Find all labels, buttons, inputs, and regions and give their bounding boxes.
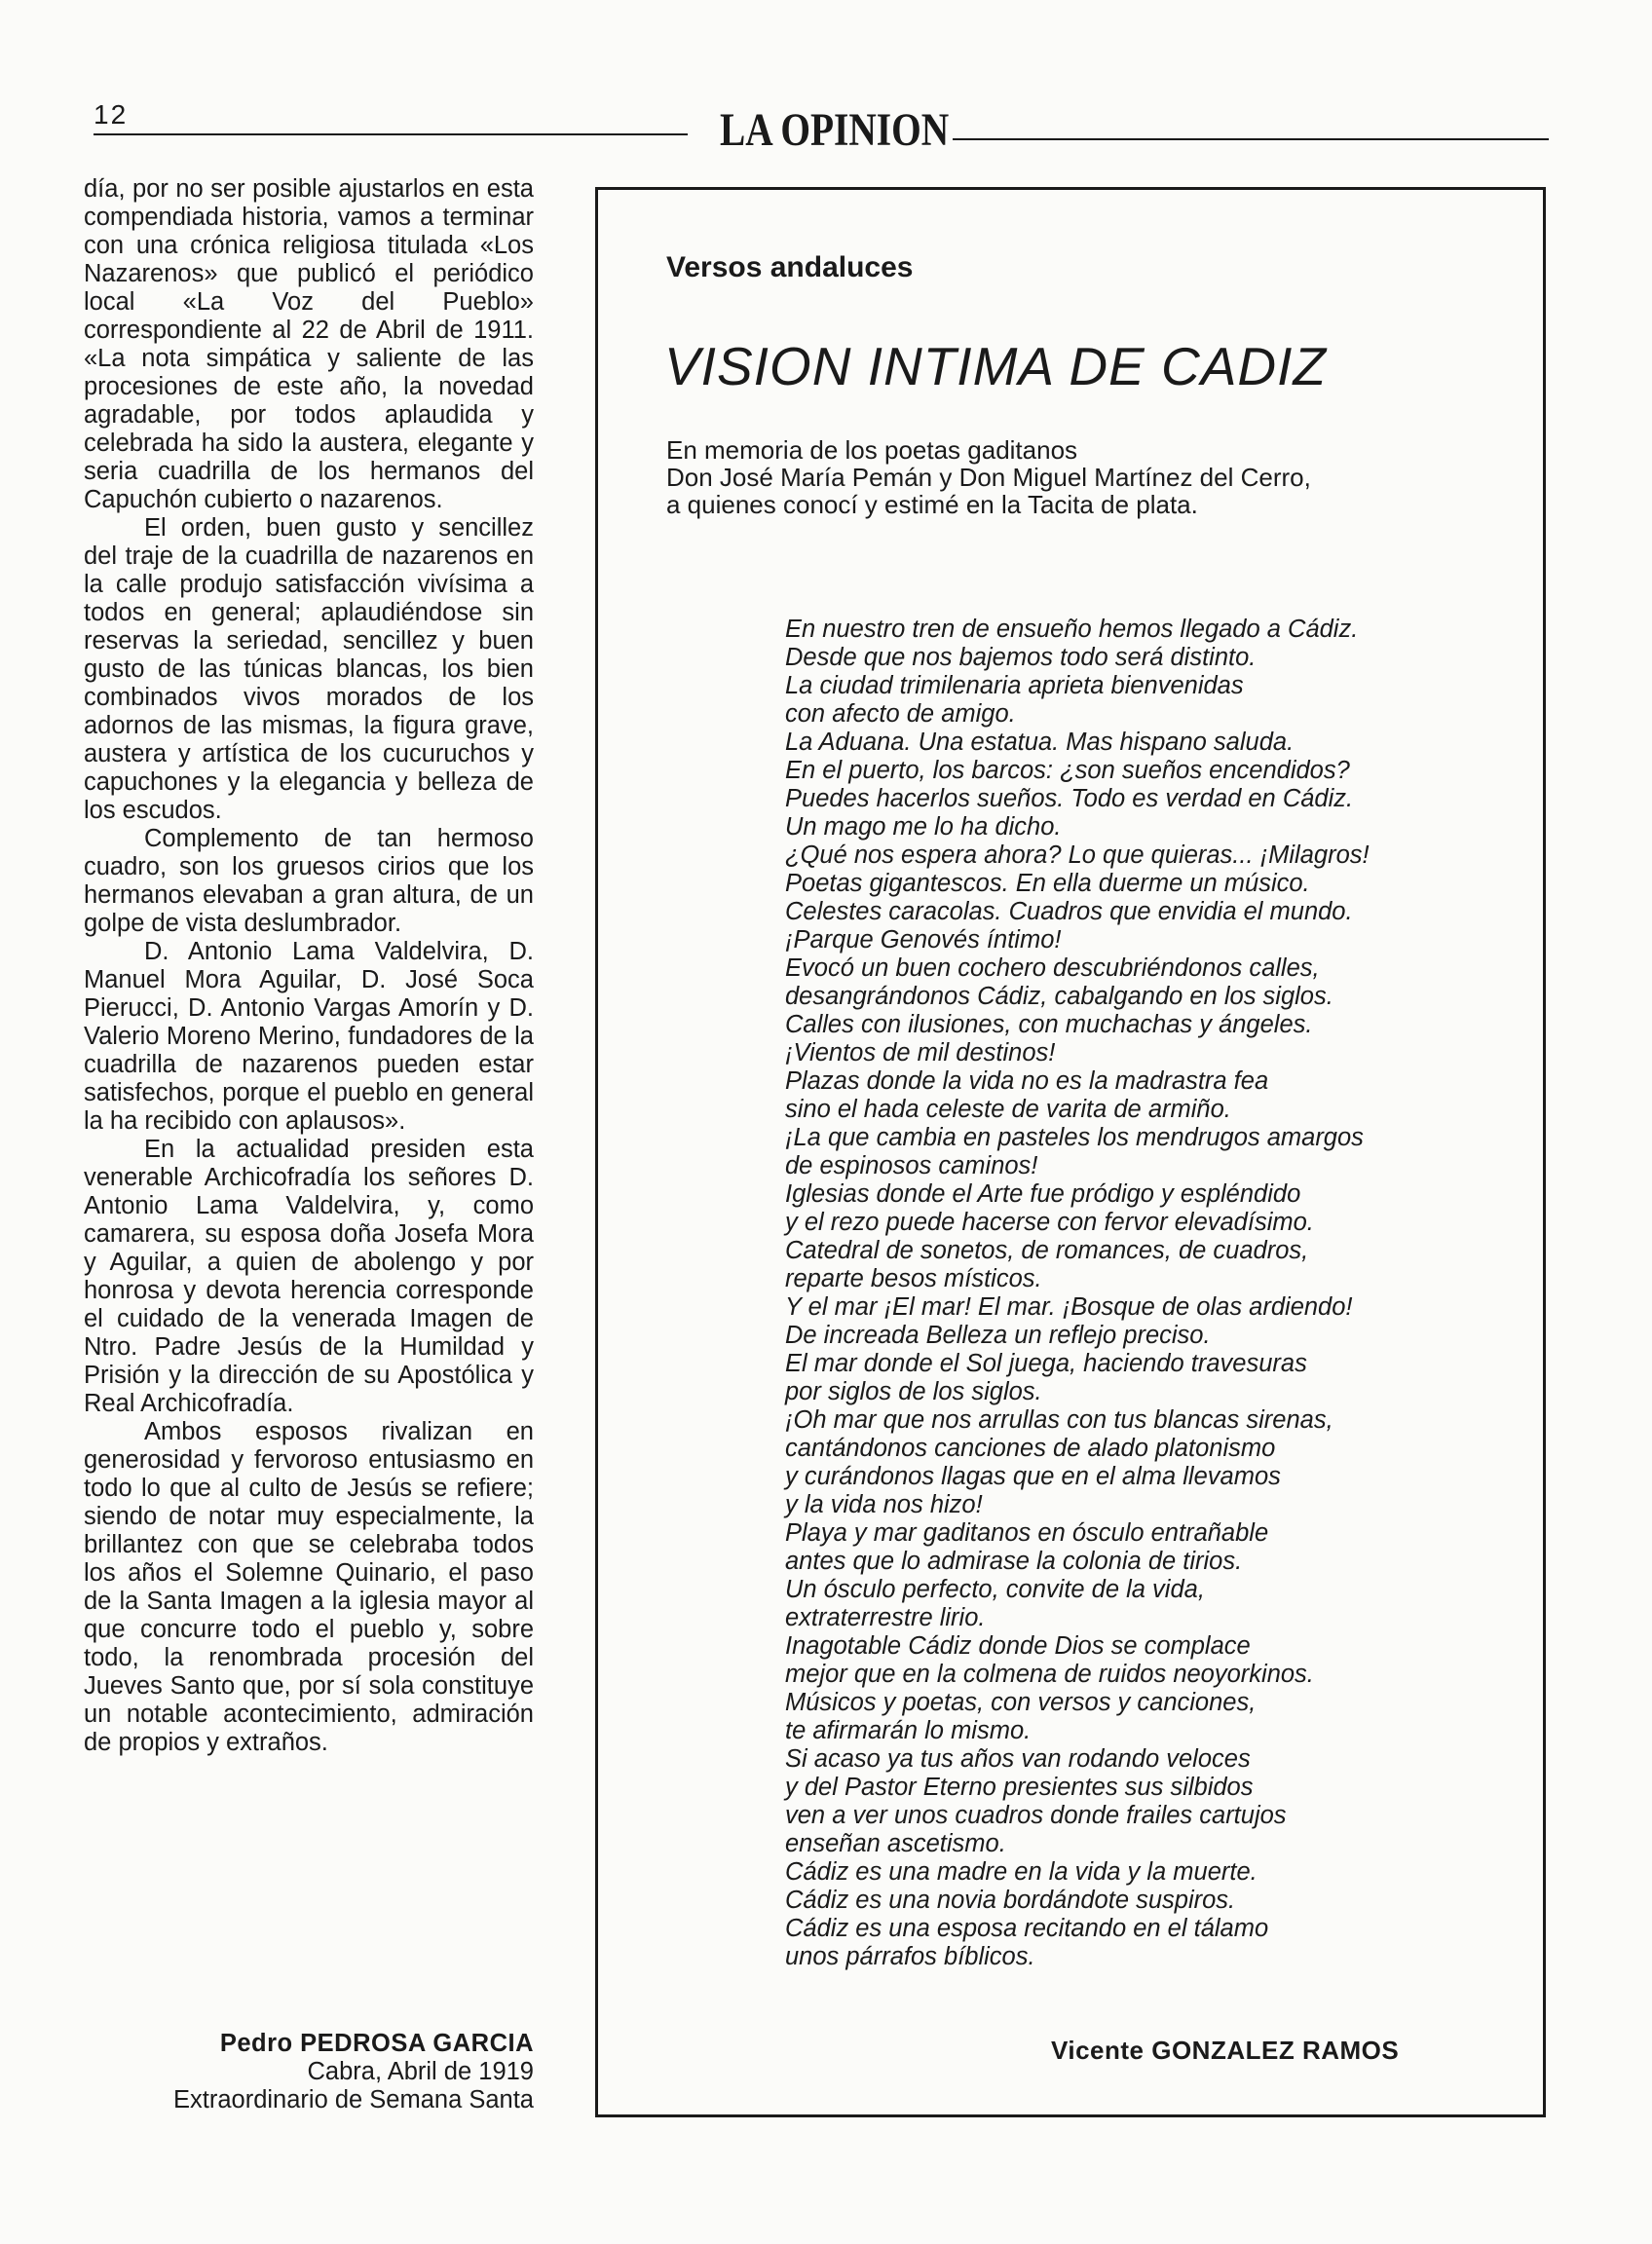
poem-line: y el rezo puede hacerse con fervor elevadísimo. bbox=[785, 1209, 1314, 1236]
article-paragraph: El orden, buen gusto y sencillez del traje de la cuadrilla de nazarenos en la calle produjo satisfacción vivísima a todos en general; aplaudiéndose sin reservas la seriedad, sencillez y buen gusto de las túnicas blancas, los bien combinados vivos morados de los adornos de las mismas, la figura grave, austera y artística de los cucuruchos y capuchones y la elegancia y belleza de los escudos. bbox=[84, 514, 534, 824]
poem-line: Iglesias donde el Arte fue pródigo y espléndido bbox=[785, 1180, 1301, 1208]
poem-line: Cádiz es una esposa recitando en el tálamo bbox=[785, 1915, 1269, 1942]
poem-author: Vicente GONZALEZ RAMOS bbox=[1051, 2036, 1400, 2065]
poem-line: ¿Qué nos espera ahora? Lo que quieras... ¡Milagros! bbox=[785, 842, 1370, 869]
poem-line: En nuestro tren de ensueño hemos llegado a Cádiz. bbox=[785, 616, 1359, 643]
poem-line: cantándonos canciones de alado platonismo bbox=[785, 1435, 1276, 1462]
poem-line: mejor que en la colmena de ruidos neoyorkinos. bbox=[785, 1661, 1314, 1688]
article-signature bbox=[84, 2030, 534, 2114]
poem-line: con afecto de amigo. bbox=[785, 700, 1016, 728]
left-column-article bbox=[84, 175, 534, 1757]
poem-line: Y el mar ¡El mar! El mar. ¡Bosque de olas ardiendo! bbox=[785, 1293, 1353, 1321]
poem-line: sino el hada celeste de varita de armiño. bbox=[785, 1096, 1231, 1123]
poem-line: El mar donde el Sol juega, haciendo travesuras bbox=[785, 1350, 1307, 1377]
article-paragraph: D. Antonio Lama Valdelvira, D. Manuel Mora Aguilar, D. José Soca Pierucci, D. Antonio Vargas Amorín y D. Valerio Moreno Merino, fundadores de la cuadrilla de nazarenos pueden estar satisfechos, porque el pueblo en general la ha recibido con aplausos». bbox=[84, 938, 534, 1135]
poem-line: ¡La que cambia en pasteles los mendrugos amargos bbox=[785, 1124, 1364, 1151]
poem-line: Playa y mar gaditanos en ósculo entrañable bbox=[785, 1519, 1269, 1547]
article-paragraph: Complemento de tan hermoso cuadro, son los gruesos cirios que los hermanos elevaban a gran altura, de un golpe de vista deslumbrador. bbox=[84, 825, 534, 937]
poem-line: desangrándonos Cádiz, cabalgando en los siglos. bbox=[785, 983, 1333, 1010]
poem-line: De increada Belleza un reflejo preciso. bbox=[785, 1322, 1211, 1349]
poem-body bbox=[785, 616, 1525, 1971]
article-paragraph: día, por no ser posible ajustarlos en esta compendiada historia, vamos a terminar con una crónica religiosa titulada «Los Nazarenos» que publicó el periódico local «La Voz del Pueblo» correspondiente al 22 de Abril de 1911. «La nota simpática y saliente de las procesiones de este año, la novedad agradable, por todos aplaudida y celebrada ha sido la austera, elegante y seria cuadrilla de los hermanos del Capuchón cubierto o nazarenos. bbox=[84, 175, 534, 513]
dedication-line: a quienes conocí y estimé en la Tacita de plata. bbox=[666, 490, 1198, 519]
article-author: Pedro PEDROSA GARCIA bbox=[219, 2030, 534, 2057]
article-paragraph: Ambos esposos rivalizan en generosidad y fervoroso entusiasmo en todo lo que al culto de Jesús se refiere; siendo de notar muy especialmente, la brillantez con que se celebraba todos los años el Solemne Quinario, el paso de la Santa Imagen a la iglesia mayor al que concurre todo el pueblo y, sobre todo, la renombrada procesión del Jueves Santo que, por sí sola constituye un notable acontecimiento, admiración de propios y extraños. bbox=[84, 1418, 534, 1756]
poem-line: ¡Oh mar que nos arrullas con tus blancas sirenas, bbox=[785, 1406, 1333, 1434]
poem-line: Puedes hacerlos sueños. Todo es verdad en Cádiz. bbox=[785, 785, 1354, 812]
poem-line: Cádiz es una madre en la vida y la muerte. bbox=[785, 1858, 1258, 1886]
poem-line: Si acaso ya tus años van rodando veloces bbox=[785, 1745, 1251, 1773]
poem-line: La ciudad trimilenaria aprieta bienvenidas bbox=[785, 672, 1244, 699]
poem-line: Cádiz es una novia bordándote suspiros. bbox=[785, 1887, 1236, 1914]
poem-line: reparte besos místicos. bbox=[785, 1265, 1042, 1292]
poem-line: y curándonos llagas que en el alma llevamos bbox=[785, 1463, 1281, 1490]
poem-section-label: Versos andaluces bbox=[666, 251, 914, 283]
poem-line: de espinosos caminos! bbox=[785, 1152, 1038, 1179]
poem-title: VISION INTIMA DE CADIZ bbox=[664, 336, 1328, 396]
poem-line: Evocó un buen cochero descubriéndonos calles, bbox=[785, 954, 1320, 982]
poem-line: y del Pastor Eterno presientes sus silbidos bbox=[785, 1774, 1254, 1801]
poem-line: enseñan ascetismo. bbox=[785, 1830, 1006, 1857]
poem-line: ¡Parque Genovés íntimo! bbox=[785, 926, 1062, 954]
poem-line: Poetas gigantescos. En ella duerme un músico. bbox=[785, 870, 1310, 897]
poem-line: extraterrestre lirio. bbox=[785, 1604, 986, 1631]
dedication-line: En memoria de los poetas gaditanos bbox=[666, 435, 1078, 465]
article-paragraph: En la actualidad presiden esta venerable Archicofradía los señores D. Antonio Lama Valdelvira, y, como camarera, su esposa doña Josefa Mora y Aguilar, a quien de abolengo y por honrosa y devota herencia corresponde el cuidado de la venerada Imagen de Ntro. Padre Jesús de la Humildad y Prisión y la dirección de su Apostólica y Real Archicofradía. bbox=[84, 1136, 534, 1417]
poem-line: Calles con ilusiones, con muchachas y ángeles. bbox=[785, 1011, 1313, 1038]
poem-line: Un mago me lo ha dicho. bbox=[785, 813, 1062, 841]
poem-line: te afirmarán lo mismo. bbox=[785, 1717, 1032, 1744]
poem-line: Músicos y poetas, con versos y canciones, bbox=[785, 1689, 1257, 1716]
poem-line: y la vida nos hizo! bbox=[785, 1491, 983, 1518]
article-place-date: Cabra, Abril de 1919 bbox=[307, 2058, 534, 2085]
article-source: Extraordinario de Semana Santa bbox=[173, 2086, 534, 2113]
poem-line: Plazas donde la vida no es la madrastra fea bbox=[785, 1067, 1269, 1095]
poem-dedication bbox=[666, 436, 1523, 518]
poem-line: ven a ver unos cuadros donde frailes cartujos bbox=[785, 1802, 1287, 1829]
poem-line: Desde que nos bajemos todo será distinto. bbox=[785, 644, 1257, 671]
poem-line: En el puerto, los barcos: ¿son sueños encendidos? bbox=[785, 757, 1350, 784]
poem-line: Catedral de sonetos, de romances, de cuadros, bbox=[785, 1237, 1309, 1264]
masthead: LA OPINION bbox=[720, 104, 950, 156]
poem-line: unos párrafos bíblicos. bbox=[785, 1943, 1035, 1970]
poem-line: por siglos de los siglos. bbox=[785, 1378, 1042, 1405]
poem-line: antes que lo admirase la colonia de tirios. bbox=[785, 1548, 1243, 1575]
header-rule-right bbox=[953, 138, 1549, 140]
poem-line: Un ósculo perfecto, convite de la vida, bbox=[785, 1576, 1205, 1603]
poem-line: La Aduana. Una estatua. Mas hispano saluda. bbox=[785, 729, 1295, 756]
poem-line: Inagotable Cádiz donde Dios se complace bbox=[785, 1632, 1251, 1660]
poem-line: Celestes caracolas. Cuadros que envidia el mundo. bbox=[785, 898, 1353, 925]
header-rule-left bbox=[94, 133, 688, 135]
dedication-line: Don José María Pemán y Don Miguel Martínez del Cerro, bbox=[666, 463, 1311, 492]
page-number: 12 bbox=[94, 99, 129, 130]
poem-line: ¡Vientos de mil destinos! bbox=[785, 1039, 1056, 1066]
